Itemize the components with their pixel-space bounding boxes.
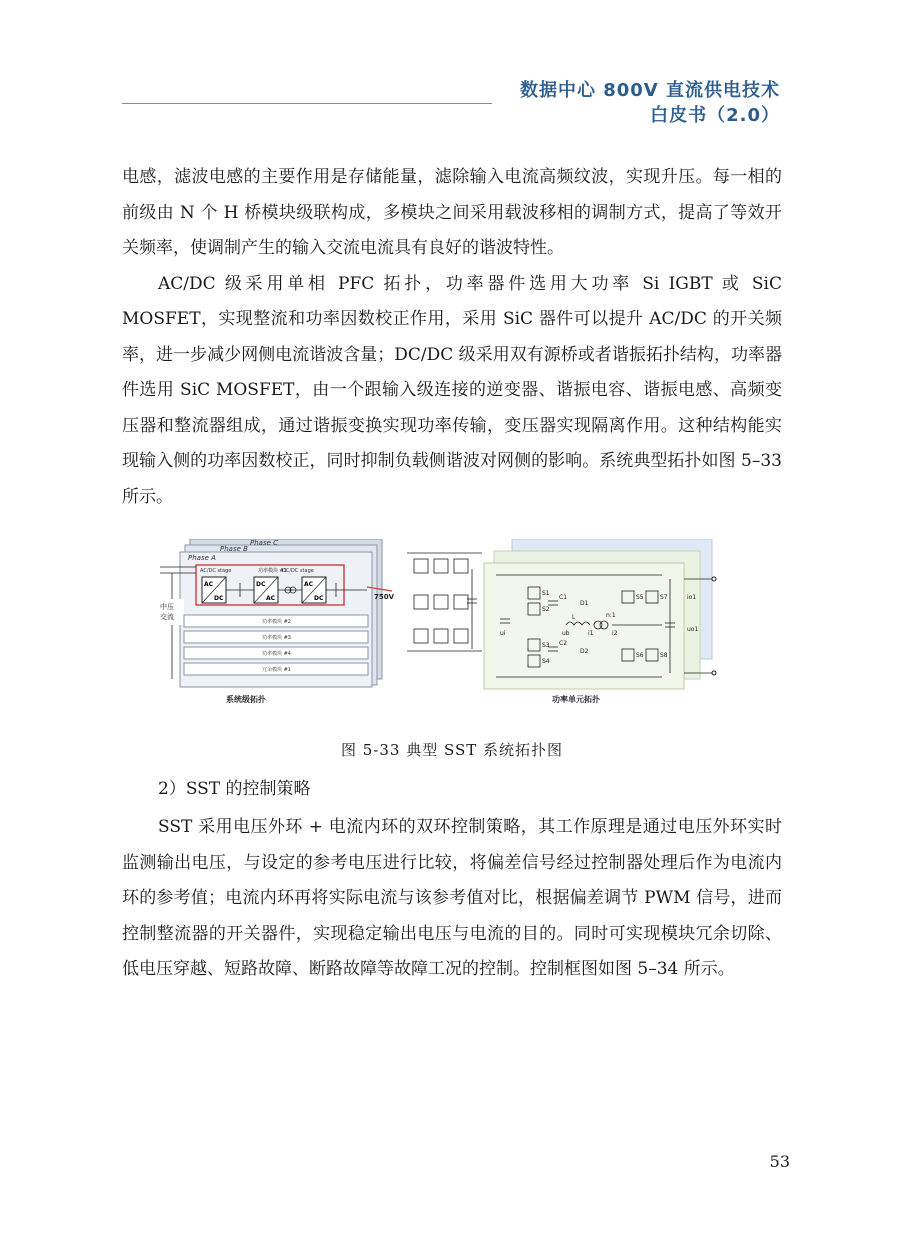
- label-l: L: [572, 614, 576, 621]
- paragraph-3: SST 采用电压外环 + 电流内环的双环控制策略，其工作原理是通过电压外环实时监测输出电压，与设定的参考电压进行比较，将偏差信号经过控制器处理后作为电流内环的参考值；电流内环再将实际电流与该参考值对比，根据偏差调节 PWM 信号，进而控制整流器的开关器件，实现稳定输出电压与电流的目的。同时可实现模块冗余切除、低电压穿越、短路故障、断路故障等故障工况的控制。控制框图如图 5–34 所示。: [122, 817, 782, 979]
- label-s7: S7: [660, 594, 668, 601]
- module-3-label: 功率模块 #3: [262, 635, 291, 641]
- label-ub: ub: [562, 630, 570, 637]
- figure-caption: 图 5-33 典型 SST 系统拓扑图: [340, 741, 564, 759]
- output-voltage-label: 750V: [374, 593, 395, 601]
- label-io1: io1: [687, 594, 697, 601]
- label-s4: S4: [542, 658, 550, 665]
- header-title-line2: 白皮书（2.0）: [650, 105, 780, 126]
- redundant-module-label: 冗余模块 #1: [262, 667, 291, 673]
- figure-5-33-graphic: [122, 539, 782, 709]
- section-subheading: 2）SST 的控制策略: [158, 779, 311, 799]
- label-c1: C1: [559, 594, 568, 601]
- paragraph-2: AC/DC 级采用单相 PFC 拓扑，功率器件选用大功率 Si IGBT 或 SiC MOSFET，实现整流和功率因数校正作用，采用 SiC 器件可以提升 AC/DC 的开关频率，进一步减少网侧电流谐波含量；DC/DC 级采用双有源桥或者谐振拓扑结构，功率器件选用 SiC MOSFET，由一个跟输入级连接的逆变器、谐振电容、谐振电感、高频变压器和整流器组成，通过谐振变换实现功率传输，变压器实现隔离作用。这种结构能实现输入侧的功率因数校正，同时抑制负载侧谐波对网侧的影响。系统典型拓扑如图 5–33 所示。: [122, 273, 782, 507]
- label-i2: i2: [612, 630, 618, 637]
- module-1-label: 功率模块 #1: [258, 568, 287, 574]
- label-i1: i1: [588, 630, 594, 637]
- module-4-label: 功率模块 #4: [262, 651, 291, 657]
- phase-b-label: Phase B: [220, 545, 248, 553]
- label-s2: S2: [542, 606, 550, 613]
- acdc-out-block-ac: AC: [304, 581, 314, 588]
- running-header: [520, 78, 780, 128]
- label-ui: ui: [500, 630, 506, 637]
- phase-c-label: Phase C: [250, 539, 279, 547]
- module-2-label: 功率模块 #2: [262, 619, 291, 625]
- header-rule: [122, 103, 492, 104]
- label-s8: S8: [660, 652, 668, 659]
- label-s5: S5: [636, 594, 644, 601]
- input-label-2: 交流: [160, 613, 174, 621]
- label-turns-ratio: n:1: [606, 612, 616, 619]
- dcac-block-ac: AC: [266, 595, 276, 602]
- label-uo1: uo1: [687, 626, 699, 633]
- label-d2: D2: [580, 648, 589, 655]
- acdc-out-block-dc: DC: [314, 595, 324, 602]
- unit-panel-front: [484, 563, 684, 689]
- label-s6: S6: [636, 652, 644, 659]
- power-unit-diagram: [407, 539, 716, 704]
- label-c2: C2: [559, 640, 568, 647]
- figure-5-33: [122, 539, 782, 709]
- label-s3: S3: [542, 642, 550, 649]
- phase-a-label: Phase A: [188, 554, 216, 562]
- input-bridges: [407, 553, 482, 651]
- dcac-block-dc: DC: [256, 581, 266, 588]
- label-s1: S1: [542, 590, 550, 597]
- page-content: [122, 160, 782, 988]
- acdc-block-dc: DC: [214, 595, 224, 602]
- system-topology-caption: 系统级拓扑: [226, 695, 266, 704]
- paragraph-1: 电感，滤波电感的主要作用是存储能量，滤除输入电流高频纹波，实现升压。每一相的前级由 N 个 H 桥模块级联构成，多模块之间采用载波移相的调制方式，提高了等效开关频率，使调制产生的输入交流电流具有良好的谐波特性。: [122, 167, 782, 258]
- acdc-block-ac: AC: [204, 581, 214, 588]
- input-label-1: 中压: [160, 603, 174, 611]
- system-topology-diagram: [158, 539, 395, 704]
- acdc-stage-label: AC/DC stage: [200, 568, 232, 574]
- dcdc-stage-label: DC/DC stage: [282, 568, 314, 574]
- label-d1: D1: [580, 600, 589, 607]
- page-number: 53: [769, 1152, 790, 1171]
- header-title-line1: 数据中心 800V 直流供电技术: [519, 80, 780, 101]
- power-unit-caption: 功率单元拓扑: [552, 695, 600, 704]
